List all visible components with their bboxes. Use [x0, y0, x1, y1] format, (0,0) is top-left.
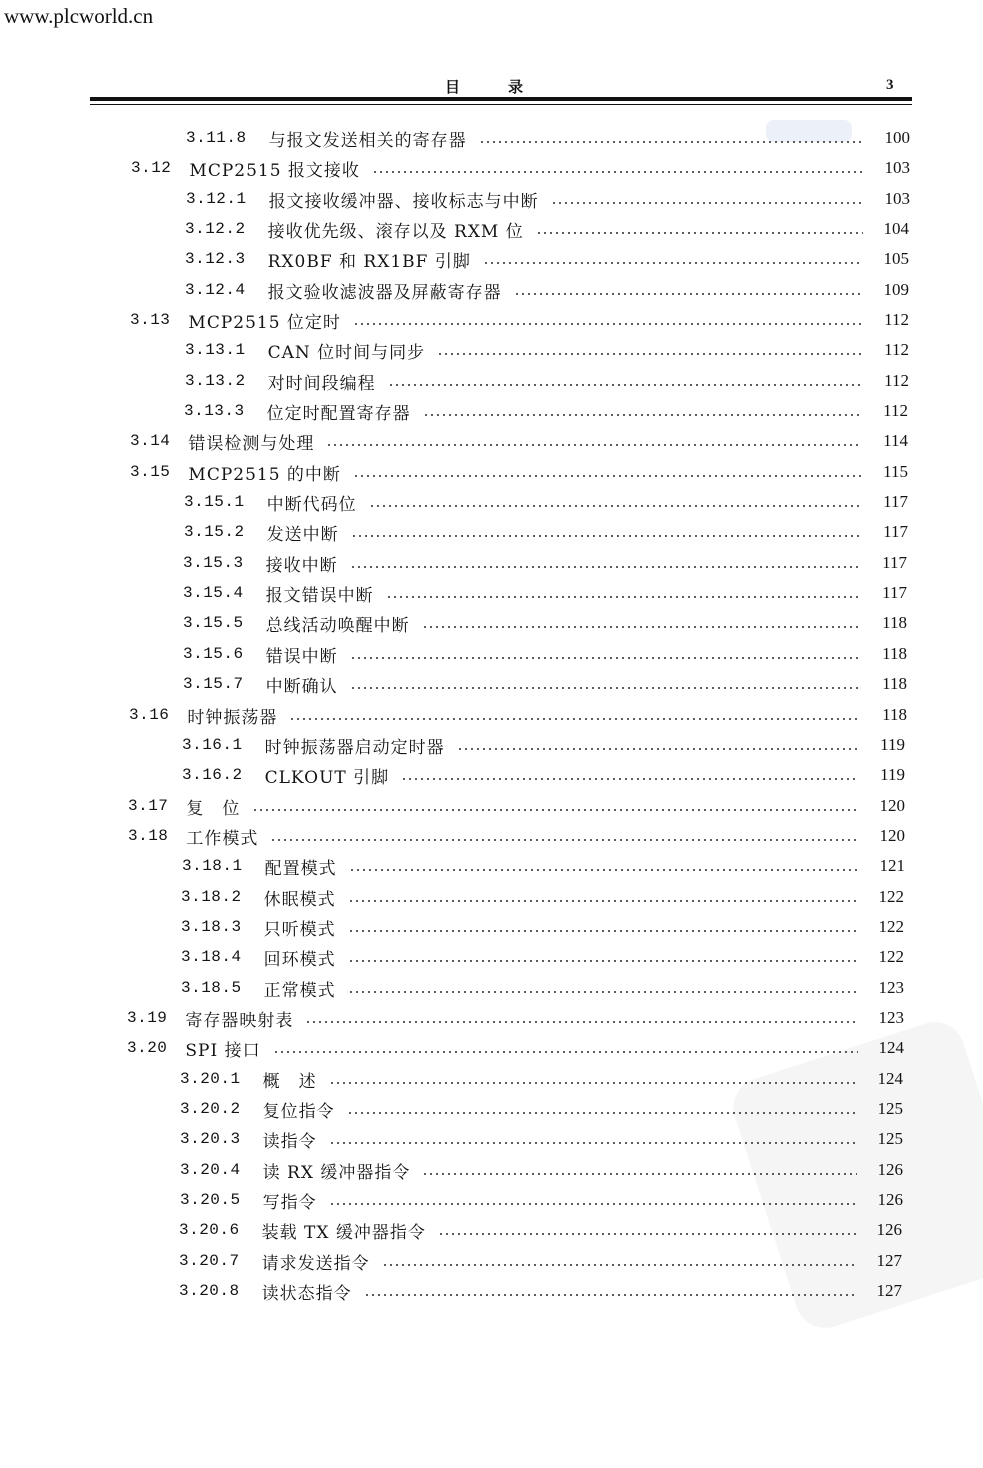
toc-entry [183, 611, 907, 635]
toc-entry-page: 119 [880, 735, 905, 754]
toc-leader-dots [401, 778, 859, 780]
toc-entry-number: 3.15.7 [183, 675, 244, 693]
toc-entry-title: 只听模式 [263, 919, 336, 940]
toc-entry-page: 127 [876, 1281, 902, 1300]
toc-entry-title: 时钟振荡器启动定时器 [264, 737, 445, 758]
toc-entry-page: 121 [879, 856, 905, 875]
toc-leader-dots [273, 1051, 858, 1053]
toc-entry-title: 装载 TX 缓冲器指令 [261, 1222, 426, 1243]
toc-entry [182, 763, 905, 787]
toc-entry-number: 3.16.2 [182, 766, 243, 784]
toc-entry-page: 104 [883, 219, 909, 238]
toc-entry-number: 3.18.5 [181, 979, 242, 997]
toc-entry-title: 读指令 [262, 1131, 317, 1152]
toc-entry-page: 120 [879, 826, 905, 845]
toc-leader-dots [351, 535, 862, 537]
toc-entry-title: 接收中断 [265, 555, 338, 576]
toc-entry-page: 112 [884, 371, 909, 390]
toc-entry [184, 399, 908, 423]
toc-entry-number: 3.12.2 [185, 220, 246, 238]
header-title-char-2: 录 [508, 78, 526, 96]
toc-leader-dots [457, 748, 859, 750]
toc-entry-title: 时钟振荡器 [187, 707, 278, 728]
toc-entry-number: 3.20.7 [179, 1252, 240, 1270]
toc-entry-number: 3.12.1 [186, 190, 247, 208]
toc-entry-page: 112 [884, 340, 909, 359]
toc-entry [181, 915, 904, 939]
toc-leader-dots [479, 141, 864, 143]
toc-entry-page: 122 [878, 887, 904, 906]
toc-entry-title: CAN 位时间与同步 [267, 342, 426, 363]
toc-entry [180, 1158, 903, 1182]
toc-entry-number: 3.15.3 [183, 554, 244, 572]
toc-leader-dots [386, 596, 861, 598]
toc-entry-number: 3.15.4 [183, 584, 244, 602]
toc-entry-page: 118 [882, 674, 907, 693]
toc-leader-dots [364, 1294, 856, 1296]
toc-entry-number: 3.14 [130, 432, 171, 450]
toc-entry-number: 3.20 [127, 1039, 168, 1057]
toc-entry-title: 错误中断 [265, 646, 338, 667]
toc-entry-title: 报文接收缓冲器、接收标志与中断 [268, 191, 539, 212]
toc-entry [180, 1127, 903, 1151]
toc-entry-number: 3.13.2 [185, 372, 246, 390]
toc-entry [185, 338, 909, 362]
toc-entry [179, 1279, 902, 1303]
toc-entry-title: MCP2515 位定时 [188, 312, 341, 333]
toc-entry-title: 概 述 [262, 1071, 317, 1092]
toc-entry-number: 3.20.3 [180, 1130, 241, 1148]
toc-entry-page: 122 [878, 947, 904, 966]
toc-entry-title: SPI 接口 [185, 1040, 261, 1061]
toc-entry-title: 配置模式 [264, 858, 337, 879]
toc-entry-title: 读 RX 缓冲器指令 [262, 1162, 411, 1183]
toc-leader-dots [270, 839, 859, 841]
toc-entry-number: 3.15.1 [184, 493, 245, 511]
toc-leader-dots [350, 687, 861, 689]
toc-leader-dots [514, 293, 863, 295]
toc-leader-dots [329, 1203, 857, 1205]
toc-entry [183, 642, 907, 666]
toc-entry-number: 3.16.1 [182, 736, 243, 754]
toc-entry [186, 187, 910, 211]
toc-entry-title: 读状态指令 [261, 1283, 352, 1304]
toc-entry [129, 703, 907, 727]
toc-entry-page: 123 [878, 1008, 904, 1027]
toc-leader-dots [483, 262, 863, 264]
toc-entry-title: 位定时配置寄存器 [266, 403, 411, 424]
toc-entry-page: 126 [877, 1160, 903, 1179]
toc-entry-title: 错误检测与处理 [188, 433, 315, 454]
toc-leader-dots [347, 1112, 857, 1114]
toc-entry-title: 报文错误中断 [265, 585, 374, 606]
toc-entry-title: 复位指令 [262, 1101, 335, 1122]
toc-entry-number: 3.20.2 [180, 1100, 241, 1118]
toc-entry-number: 3.13.3 [184, 402, 245, 420]
toc-entry [130, 429, 908, 453]
toc-leader-dots [536, 232, 863, 234]
toc-entry [179, 1249, 902, 1273]
toc-entry-title: 对时间段编程 [267, 373, 376, 394]
toc-entry-page: 117 [882, 553, 907, 572]
toc-entry-number: 3.18.2 [181, 888, 242, 906]
header-title-char-1: 目 [445, 78, 463, 96]
toc-entry-title: 发送中断 [266, 524, 339, 545]
toc-entry [130, 460, 908, 484]
toc-entry-title: 报文验收滤波器及屏蔽寄存器 [267, 282, 502, 303]
toc-entry-page: 124 [877, 1069, 903, 1088]
toc-entry [183, 581, 907, 605]
toc-entry-number: 3.20.1 [180, 1070, 241, 1088]
toc-leader-dots [422, 1173, 857, 1175]
toc-entry-page: 127 [876, 1251, 902, 1270]
toc-entry [180, 1097, 903, 1121]
toc-entry-page: 120 [879, 796, 905, 815]
toc-entry-number: 3.16 [129, 706, 170, 724]
toc-entry-page: 119 [880, 765, 905, 784]
toc-entry-page: 114 [883, 431, 908, 450]
toc-entry-page: 125 [877, 1129, 903, 1148]
toc-entry [185, 247, 909, 271]
toc-entry-page: 123 [878, 978, 904, 997]
toc-entry-title: 中断代码位 [266, 494, 357, 515]
toc-entry-number: 3.20.4 [180, 1161, 241, 1179]
toc-leader-dots [305, 1021, 858, 1023]
toc-entry [183, 551, 907, 575]
toc-leader-dots [349, 869, 859, 871]
toc-entry-page: 118 [882, 613, 907, 632]
toc-entry-number: 3.13 [130, 311, 171, 329]
toc-leader-dots [382, 1264, 856, 1266]
toc-entry-title: 中断确认 [265, 676, 338, 697]
toc-entry [128, 824, 905, 848]
toc-leader-dots [372, 171, 864, 173]
toc-entry [127, 1036, 904, 1060]
toc-entry-title: 休眠模式 [263, 889, 336, 910]
toc-entry-number: 3.13.1 [185, 341, 246, 359]
page-number: 3 [886, 77, 894, 93]
toc-leader-dots [423, 414, 862, 416]
toc-entry-page: 100 [884, 128, 910, 147]
toc-entry-page: 122 [878, 917, 904, 936]
toc-entry-number: 3.20.6 [179, 1221, 240, 1239]
toc-entry-number: 3.15.2 [184, 523, 245, 541]
toc-entry-number: 3.18.3 [181, 918, 242, 936]
toc-entry-page: 117 [883, 522, 908, 541]
toc-entry-number: 3.12 [131, 159, 172, 177]
toc-entry-number: 3.12.3 [185, 250, 246, 268]
toc-entry-title: MCP2515 报文接收 [189, 160, 360, 181]
toc-leader-dots [329, 1082, 857, 1084]
toc-entry-page: 118 [882, 705, 907, 724]
toc-leader-dots [348, 991, 858, 993]
toc-entry-title: CLKOUT 引脚 [264, 767, 390, 788]
toc-entry-title: 回环模式 [263, 949, 336, 970]
toc-entry-number: 3.19 [127, 1009, 168, 1027]
toc-entry [180, 1188, 903, 1212]
toc-entry-number: 3.12.4 [185, 281, 246, 299]
toc-leader-dots [329, 1142, 857, 1144]
toc-entry [184, 520, 908, 544]
toc-leader-dots [438, 1233, 856, 1235]
toc-entry-number: 3.15.5 [183, 614, 244, 632]
toc-entry-title: 复 位 [186, 798, 241, 819]
toc-entry-number: 3.17 [128, 797, 169, 815]
toc-entry-page: 115 [883, 462, 908, 481]
toc-entry [185, 278, 909, 302]
toc-entry-title: 寄存器映射表 [185, 1010, 294, 1031]
toc-entry-number: 3.11.8 [186, 129, 247, 147]
toc-entry-title: 正常模式 [263, 980, 336, 1001]
toc-entry-number: 3.18.1 [182, 857, 243, 875]
toc-entry [181, 885, 904, 909]
toc-leader-dots [350, 657, 861, 659]
toc-entry [185, 217, 909, 241]
toc-entry-title: 工作模式 [186, 828, 259, 849]
toc-entry-page: 112 [884, 310, 909, 329]
toc-entry-page: 103 [884, 189, 910, 208]
toc-entry [184, 490, 908, 514]
toc-entry-title: RX0BF 和 RX1BF 引脚 [267, 251, 471, 272]
toc-entry-page: 126 [876, 1220, 902, 1239]
toc-entry-title: 请求发送指令 [261, 1253, 370, 1274]
toc-entry-page: 109 [883, 280, 909, 299]
toc-leader-dots [252, 809, 859, 811]
toc-entry-page: 125 [877, 1099, 903, 1118]
toc-leader-dots [289, 718, 861, 720]
toc-entry-page: 103 [884, 158, 910, 177]
toc-entry-page: 112 [883, 401, 908, 420]
toc-entry-number: 3.18 [128, 827, 169, 845]
toc-entry [127, 1006, 904, 1030]
toc-entry-title: 总线活动唤醒中断 [265, 615, 410, 636]
toc-leader-dots [388, 384, 863, 386]
toc-leader-dots [348, 900, 858, 902]
toc-entry-page: 105 [883, 249, 909, 268]
toc-entry-number: 3.20.8 [179, 1282, 240, 1300]
toc-leader-dots [348, 960, 858, 962]
toc-leader-dots [353, 323, 863, 325]
toc-entry-number: 3.15.6 [183, 645, 244, 663]
toc-entry [181, 976, 904, 1000]
toc-entry [131, 156, 910, 180]
toc-entry [182, 854, 905, 878]
toc-entry-page: 126 [877, 1190, 903, 1209]
toc-entry [128, 794, 905, 818]
toc-entry-page: 117 [882, 583, 907, 602]
toc-entry-title: 写指令 [262, 1192, 317, 1213]
toc-leader-dots [348, 930, 858, 932]
toc-leader-dots [350, 566, 861, 568]
site-url: www.plcworld.cn [4, 4, 154, 28]
toc-entry-title: 接收优先级、滚存以及 RXM 位 [267, 221, 524, 242]
toc-leader-dots [353, 475, 862, 477]
toc-entry [185, 369, 909, 393]
toc-entry [182, 733, 905, 757]
toc-entry-page: 124 [878, 1038, 904, 1057]
toc-entry-number: 3.15 [130, 463, 171, 481]
toc-entry [180, 1067, 903, 1091]
toc-leader-dots [326, 444, 862, 446]
toc-entry [183, 672, 907, 696]
toc-entry-title: 与报文发送相关的寄存器 [268, 130, 467, 151]
toc-entry-number: 3.18.4 [181, 948, 242, 966]
toc-leader-dots [437, 353, 863, 355]
toc-entry-page: 117 [883, 492, 908, 511]
toc-entry [186, 126, 910, 150]
toc-entry [179, 1218, 902, 1242]
toc-leader-dots [551, 202, 864, 204]
toc-entry [181, 945, 904, 969]
toc-leader-dots [369, 505, 862, 507]
toc-leader-dots [422, 626, 861, 628]
toc-entry-number: 3.20.5 [180, 1191, 241, 1209]
toc-entry [130, 308, 909, 332]
toc-entry-page: 118 [882, 644, 907, 663]
toc-entry-title: MCP2515 的中断 [188, 464, 341, 485]
